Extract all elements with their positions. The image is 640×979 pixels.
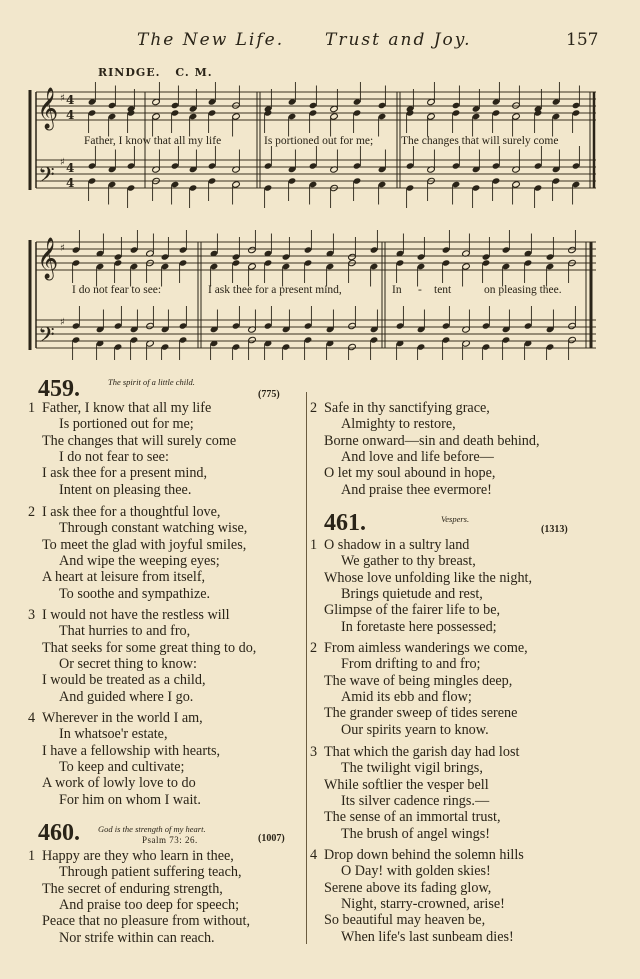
verse-number: 1 — [28, 400, 36, 416]
verse-line: I would not have the restless will — [42, 607, 230, 623]
verse-line: While softlier the vesper bell — [324, 776, 489, 793]
verse-line: A heart at leisure from itself, — [42, 569, 206, 586]
verse-line: Wherever in the world I am, — [42, 710, 203, 726]
music-lyric: Is portioned out for me; — [264, 135, 374, 147]
verse-line: In foretaste here possessed; — [341, 618, 497, 635]
verse-line: And wipe the weeping eyes; — [59, 552, 220, 569]
page-number: 157 — [566, 30, 599, 50]
verse-line: I ask thee for a present mind, — [42, 465, 208, 482]
music-lyric: Father, I know that all my life — [84, 135, 222, 147]
hymn-subtitle: God is the strength of my heart. — [98, 824, 206, 834]
verse-line: So beautiful may heaven be, — [324, 912, 486, 929]
time-sig: 4 — [66, 108, 75, 122]
column-divider — [306, 392, 307, 944]
verse-number: 1 — [28, 848, 36, 864]
verse-number: 3 — [310, 744, 318, 760]
verse-line: That which the garish day had lost — [324, 744, 520, 760]
verse-number: 2 — [28, 504, 36, 520]
bass-clef-icon: 𝄢 — [38, 163, 55, 193]
verse-line: The changes that will surely come — [42, 432, 237, 449]
verse-line: Borne onward—sin and death behind, — [324, 432, 540, 449]
verse-line: A work of lowly love to do — [42, 775, 196, 792]
hymn-number: 459. — [38, 376, 80, 402]
verse-line: O shadow in a sultry land — [324, 537, 470, 553]
music-lyric: on pleasing thee. — [484, 284, 562, 296]
hymn-subtitle: Vespers. — [441, 514, 470, 524]
verse-line: O Day! with golden skies! — [341, 863, 491, 880]
verse-line: The secret of enduring strength, — [42, 880, 223, 897]
verse-line: For him on whom I wait. — [59, 791, 201, 808]
music-lyric: I do not fear to see: — [72, 284, 162, 296]
music-lyric: I ask thee for a present mind, — [208, 284, 342, 296]
verse-line: When life's last sunbeam dies! — [341, 928, 514, 945]
verse-line: I do not fear to see: — [59, 448, 169, 465]
music-lyric: - — [418, 284, 422, 296]
verse-line: The sense of an immortal trust, — [324, 809, 501, 826]
verse-line: Intent on pleasing thee. — [59, 481, 192, 498]
verse-line: Or secret thing to know: — [59, 655, 197, 672]
verse-line: Glimpse of the fairer life to be, — [324, 602, 501, 619]
verse-line: O let my soul abound in hope, — [324, 465, 496, 482]
verse-line: Drop down behind the solemn hills — [324, 847, 524, 863]
verse-number: 2 — [310, 400, 318, 416]
verse-line: Happy are they who learn in thee, — [42, 848, 234, 864]
hymn-number: 460. — [38, 820, 80, 846]
verse-line: To meet the glad with joyful smiles, — [42, 536, 247, 553]
treble-clef-icon: 𝄞 — [37, 238, 59, 279]
hymn-ref: (1313) — [541, 524, 568, 535]
clefs — [37, 87, 74, 353]
verse-line: I have a fellowship with hearts, — [42, 742, 221, 759]
verse-number: 2 — [310, 640, 318, 656]
tune-name: RINDGE. — [98, 66, 161, 79]
verse-line: The brush of angel wings! — [341, 825, 490, 842]
verse-line: Night, starry-crowned, arise! — [341, 895, 505, 912]
verse-line: To soothe and sympathize. — [59, 585, 211, 602]
key-sharp: ♯ — [60, 157, 65, 168]
verse-line: From aimless wanderings we come, — [324, 640, 528, 656]
time-sig: 4 — [66, 161, 75, 175]
hymn-scripture: Psalm 73: 26. — [142, 835, 198, 845]
verse-line: And guided where I go. — [59, 688, 194, 705]
time-sig: 4 — [66, 176, 75, 190]
verse-line: In whatsoe'r estate, — [59, 726, 168, 743]
verse-line: That seeks for some great thing to do, — [42, 639, 257, 656]
running-head-left: The New Life. — [137, 30, 285, 50]
verse-line: The twilight vigil brings, — [341, 760, 483, 777]
key-sharp: ♯ — [60, 317, 65, 328]
hymn-subtitle: The spirit of a little child. — [108, 377, 195, 387]
verse-line: Our spirits yearn to know. — [341, 721, 489, 738]
verse-line: Through constant watching wise, — [59, 520, 248, 537]
verse-line: The wave of being mingles deep, — [324, 672, 513, 689]
verse-line: And praise thee evermore! — [341, 481, 492, 498]
verse-line: Its silver cadence rings.— — [341, 792, 490, 809]
verse-line: I ask thee for a thoughtful love, — [42, 504, 221, 520]
verse-line: The grander sweep of tides serene — [324, 705, 518, 722]
noteheads — [72, 82, 581, 360]
verse-line: Nor strife within can reach. — [59, 929, 215, 946]
music-lyric: In — [392, 284, 402, 296]
verse-line: Almighty to restore, — [341, 416, 456, 433]
verse-line: Amid its ebb and flow; — [341, 688, 472, 705]
key-sharp: ♯ — [60, 243, 65, 254]
verse-line: Whose love unfolding like the night, — [324, 569, 533, 586]
verse-line: Is portioned out for me; — [59, 416, 194, 433]
verse-line: Serene above its fading glow, — [324, 879, 492, 896]
verse-number: 3 — [28, 607, 36, 623]
verse-line: And praise too deep for speech; — [59, 896, 240, 913]
verse-line: Safe in thy sanctifying grace, — [324, 400, 490, 416]
verse-line: Peace that no pleasure from without, — [42, 913, 251, 930]
key-sharp: ♯ — [60, 93, 65, 104]
verse-line: I would be treated as a child, — [42, 672, 206, 689]
verse-line: To keep and cultivate; — [59, 758, 185, 775]
hymn-number: 461. — [324, 510, 366, 536]
staff-lines — [36, 92, 596, 348]
running-head-right: Trust and Joy. — [325, 30, 472, 50]
treble-clef-icon: 𝄞 — [37, 88, 59, 129]
time-sig: 4 — [66, 93, 75, 107]
verse-line: Father, I know that all my life — [42, 400, 212, 416]
verse-line: Brings quietude and rest, — [341, 585, 483, 602]
hymn-ref: (775) — [258, 389, 280, 400]
music-lyric: tent — [434, 284, 452, 296]
bass-clef-icon: 𝄢 — [38, 323, 55, 353]
verse-number: 1 — [310, 537, 318, 553]
music-lyric: The changes that will surely come — [401, 135, 559, 147]
verse-number: 4 — [28, 710, 36, 726]
hymn-ref: (1007) — [258, 833, 285, 844]
music-score — [0, 0, 640, 360]
verse-line: And love and life before— — [341, 448, 494, 465]
verse-line: From drifting to and fro; — [341, 656, 481, 673]
verse-number: 4 — [310, 847, 318, 863]
verse-line: Through patient suffering teach, — [59, 864, 242, 881]
verse-line: That hurries to and fro, — [59, 623, 191, 640]
tune-meter: C. M. — [175, 66, 213, 79]
verse-line: We gather to thy breast, — [341, 553, 476, 570]
